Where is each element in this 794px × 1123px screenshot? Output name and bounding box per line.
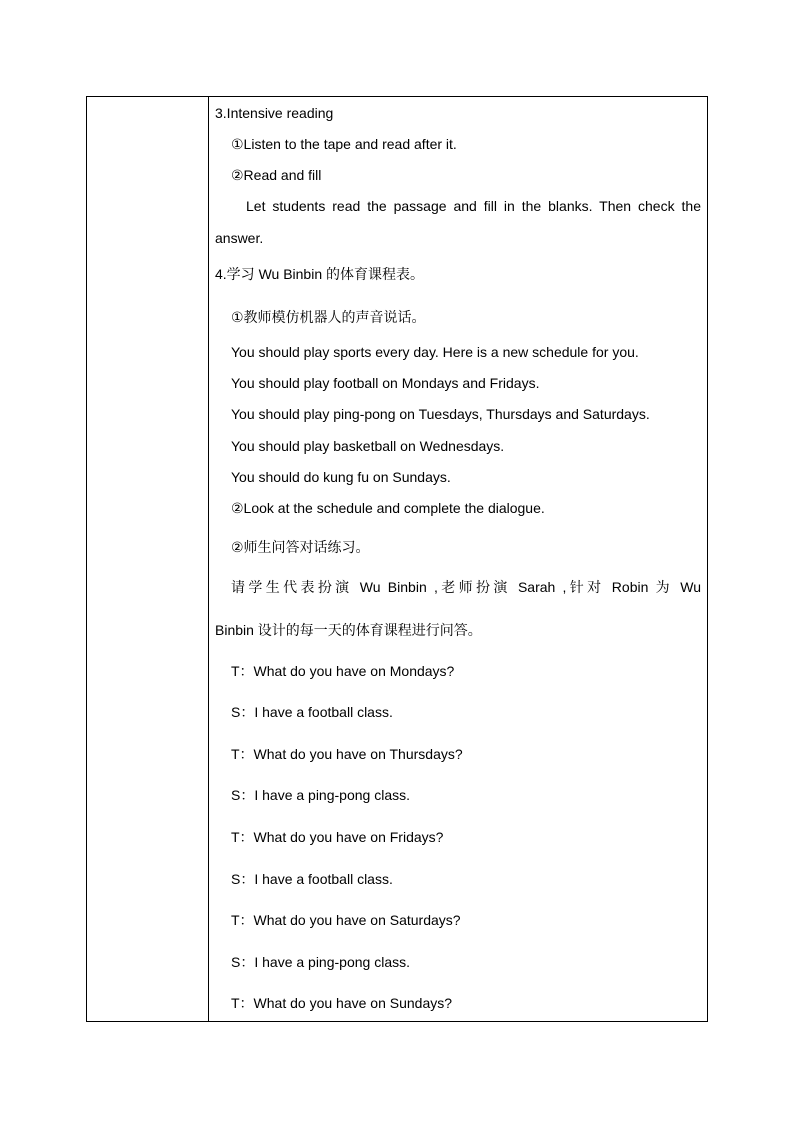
dialogue-line: S：I have a football class. [231,871,393,887]
dialogue-line: S：I have a football class. [231,704,393,720]
dialogue-line: T：What do you have on Thursdays? [231,746,463,762]
dialogue-line: T：What do you have on Saturdays? [231,912,461,928]
robot-line: You should play ping-pong on Tuesdays, Thursdays and Saturdays. [231,406,650,422]
robot-line: You should play basketball on Wednesdays. [231,438,505,454]
section3-step1: ①Listen to the tape and read after it. [231,136,457,152]
section3-title: 3.Intensive reading [215,105,334,121]
dialogue-line: T：What do you have on Fridays? [231,829,444,845]
lesson-table [86,96,708,1022]
section4-title: 4.学习 Wu Binbin 的体育课程表。 [215,266,425,282]
section4-step3: ②师生问答对话练习。 [231,539,370,555]
robot-line: You should play sports every day. Here is a new schedule for you. [231,344,639,360]
roleplay-line2: Binbin 设计的每一天的体育课程进行问答。 [215,622,482,638]
dialogue-line: S：I have a ping-pong class. [231,787,410,803]
section3-instruction-line2: answer. [215,230,264,246]
section3-step2: ②Read and fill [231,167,322,183]
dialogue-line: S：I have a ping-pong class. [231,954,410,970]
dialogue-line: T：What do you have on Sundays? [231,995,453,1011]
dialogue-line: T：What do you have on Mondays? [231,663,455,679]
section3-instruction-line1: Let students read the passage and fill in the blanks. Then check the [246,198,701,214]
column-divider [208,97,209,1021]
section4-step1: ①教师模仿机器人的声音说话。 [231,309,426,325]
section4-step2: ②Look at the schedule and complete the dialogue. [231,500,545,516]
robot-line: You should do kung fu on Sundays. [231,469,451,485]
robot-line: You should play football on Mondays and Fridays. [231,375,540,391]
roleplay-line1: 请学生代表扮演 Wu Binbin ,老师扮演 Sarah ,针对 Robin 为 Wu [231,579,701,595]
